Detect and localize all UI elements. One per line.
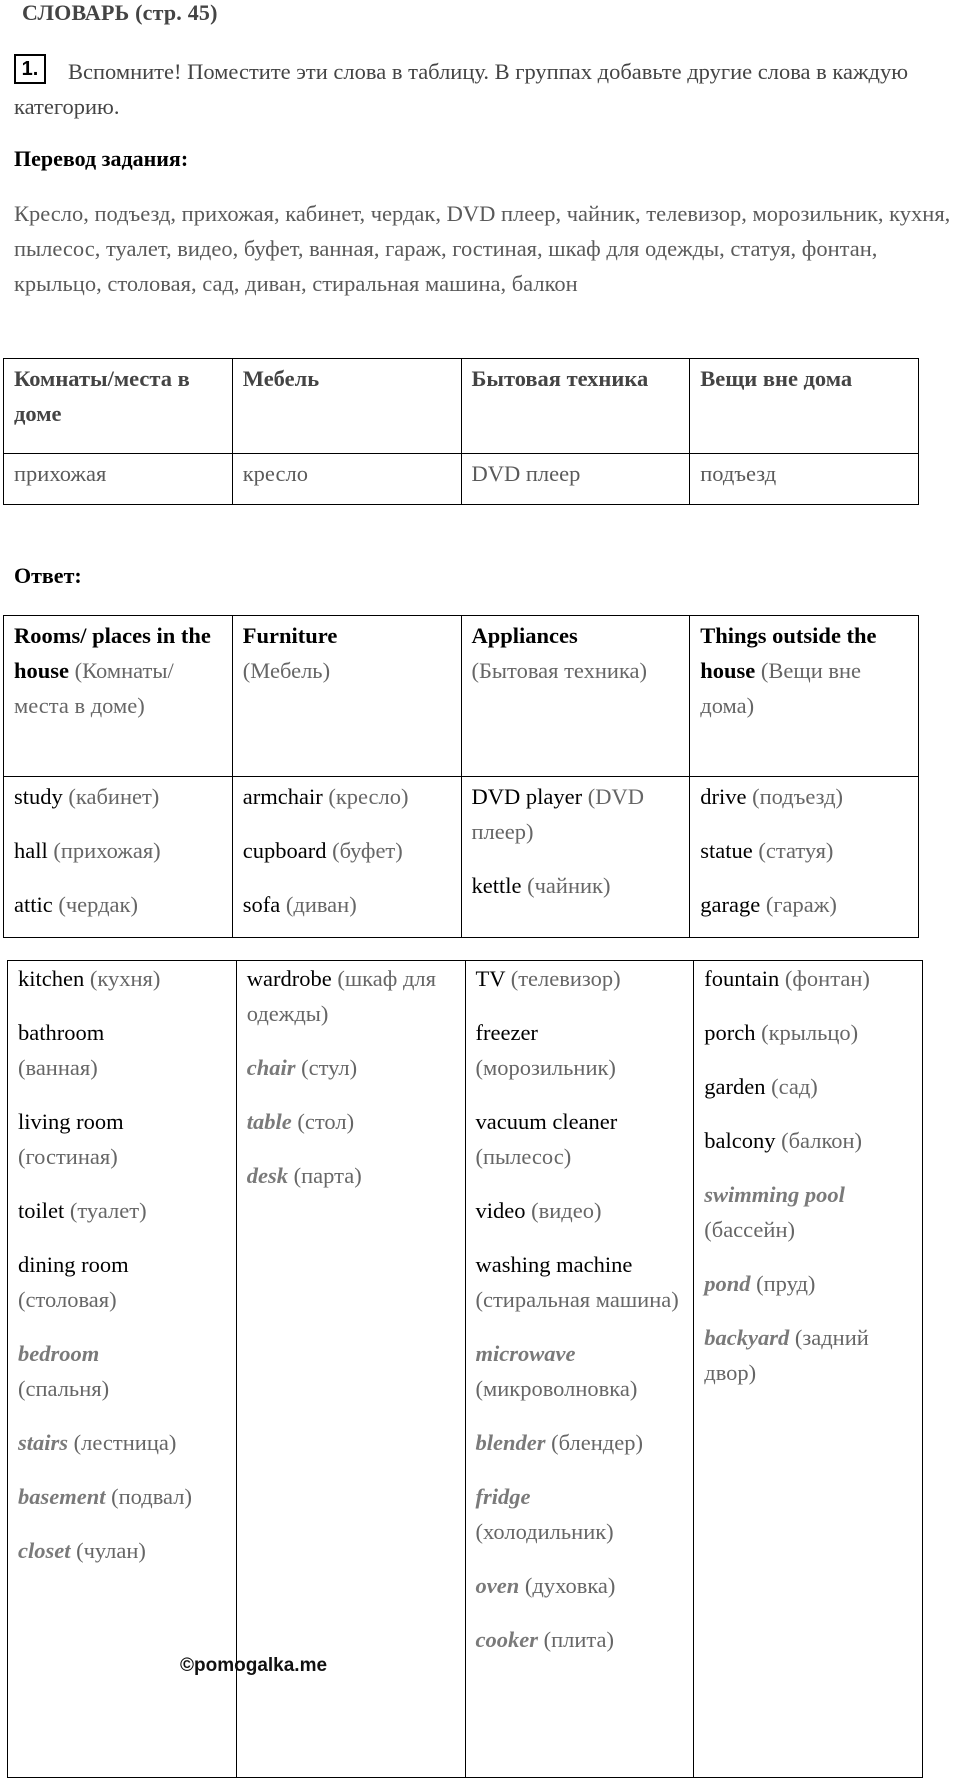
word-en: stairs [18, 1430, 69, 1455]
answer-title: Ответ: [14, 563, 82, 588]
header-ru: (Вещи вне дома) [700, 658, 862, 718]
task-table-header: Комнаты/места в доме [4, 359, 233, 454]
task-table-cell: прихожая [4, 454, 233, 505]
word-en: microwave [475, 1341, 576, 1366]
word-ru: (туалет) [69, 1198, 147, 1223]
word-en: basement [18, 1484, 106, 1509]
header-en: Things outside the house [700, 623, 877, 683]
word-entry [700, 779, 910, 814]
task-number: 1. [14, 54, 46, 84]
word-en: toilet [18, 1198, 65, 1223]
word-en: cooker [475, 1627, 538, 1652]
answer-table-continued [7, 960, 923, 1778]
word-entry [18, 1425, 228, 1460]
word-entry [247, 1050, 457, 1085]
word-ru: (кресло) [328, 784, 409, 809]
word-en: bathroom [18, 1020, 105, 1045]
word-en: oven [475, 1573, 520, 1598]
word-ru: (диван) [285, 892, 357, 917]
word-entry [476, 1104, 686, 1174]
word-entry [476, 1479, 686, 1549]
word-entry [476, 1247, 686, 1317]
word-ru: (чайник) [527, 873, 611, 898]
word-ru: (балкон) [781, 1128, 863, 1153]
word-entry [704, 1069, 914, 1104]
word-ru: (шкаф для одежды) [246, 966, 436, 1026]
word-en: hall [14, 838, 48, 863]
word-entry [476, 1425, 686, 1460]
word-en: drive [700, 784, 747, 809]
task-table-header: Бытовая техника [461, 359, 690, 454]
word-entry [476, 1336, 686, 1406]
word-en: DVD player [471, 784, 583, 809]
word-entry [18, 1193, 228, 1228]
word-entry [700, 887, 910, 922]
header-en: Appliances [471, 623, 578, 648]
word-entry [704, 1320, 914, 1390]
word-ru: (лестница) [73, 1430, 177, 1455]
word-entry [247, 1104, 457, 1139]
word-en: garden [704, 1074, 766, 1099]
word-en: dining room [18, 1252, 129, 1277]
word-en: fridge [475, 1484, 531, 1509]
word-en: living room [18, 1109, 124, 1134]
word-entry [18, 1336, 228, 1406]
word-ru: (чердак) [58, 892, 138, 917]
word-en: desk [246, 1163, 288, 1188]
answer-header-cell [461, 616, 690, 777]
watermark: ©pomogalka.me [180, 1655, 328, 1676]
page-title: СЛОВАРЬ (стр. 45) [22, 0, 218, 25]
answer-cell [690, 777, 919, 938]
word-ru: (задний двор) [704, 1325, 869, 1385]
word-ru: (телевизор) [510, 966, 621, 991]
word-en: study [14, 784, 63, 809]
answer-cell [461, 777, 690, 938]
word-entry [14, 779, 224, 814]
word-ru: (столовая) [18, 1287, 117, 1312]
word-entry [700, 833, 910, 868]
word-ru: (морозильник) [475, 1055, 616, 1080]
word-entry [18, 1479, 228, 1514]
word-ru: (гостиная) [18, 1144, 118, 1169]
word-entry [18, 1104, 228, 1174]
word-ru: (парта) [293, 1163, 362, 1188]
word-ru: (прихожая) [53, 838, 161, 863]
word-en: blender [475, 1430, 546, 1455]
answer-header-cell [232, 616, 461, 777]
word-entry [243, 833, 453, 868]
word-entry [704, 961, 914, 996]
word-entry [18, 1533, 228, 1568]
answer-cell [694, 961, 923, 1778]
word-ru: (фонтан) [784, 966, 870, 991]
word-en: porch [704, 1020, 756, 1045]
task-table-header: Мебель [232, 359, 461, 454]
word-ru: (крыльцо) [761, 1020, 859, 1045]
word-en: balcony [704, 1128, 776, 1153]
task-table [3, 358, 919, 505]
word-ru: (ванная) [18, 1055, 98, 1080]
word-en: armchair [242, 784, 323, 809]
word-en: chair [246, 1055, 296, 1080]
task-instruction: Вспомните! Поместите эти слова в таблицу. В группах добавьте другие слова в каждую категорию. [14, 59, 909, 119]
word-en: vacuum cleaner [475, 1109, 618, 1134]
word-list: Кресло, подъезд, прихожая, кабинет, чердак, DVD плеер, чайник, телевизор, морозильник, кухня, пылесос, туалет, видео, буфет, ванная, гараж, гостиная, шкаф для одежды, статуя, фонтан, крыльцо, столовая, сад, диван, стиральная машина, балкон [14, 201, 951, 296]
header-en: Furniture [242, 623, 338, 648]
word-entry [14, 833, 224, 868]
task-table-header: Вещи вне дома [690, 359, 919, 454]
word-ru: (сад) [771, 1074, 818, 1099]
word-ru: (стул) [301, 1055, 358, 1080]
word-ru: (микроволновка) [475, 1376, 638, 1401]
word-ru: (пылесос) [475, 1144, 572, 1169]
word-entry [476, 1622, 686, 1657]
task-table-cell: подъезд [690, 454, 919, 505]
word-ru: (кухня) [89, 966, 161, 991]
header-en: Rooms/ places in the house [14, 623, 211, 683]
header-ru: (Мебель) [242, 658, 331, 683]
word-ru: (DVD плеер) [471, 784, 644, 844]
word-entry [18, 1015, 228, 1085]
word-ru: (пруд) [756, 1271, 816, 1296]
word-en: sofa [242, 892, 281, 917]
word-ru: (бассейн) [704, 1217, 795, 1242]
word-en: fountain [704, 966, 780, 991]
answer-cell [4, 777, 233, 938]
translation-title: Перевод задания: [14, 146, 189, 171]
word-entry [704, 1177, 914, 1247]
word-entry [247, 1158, 457, 1193]
word-ru: (стол) [297, 1109, 355, 1134]
word-en: pond [704, 1271, 751, 1296]
word-ru: (гараж) [765, 892, 837, 917]
word-entry [476, 1568, 686, 1603]
word-entry [18, 1247, 228, 1317]
word-en: video [475, 1198, 526, 1223]
word-entry [14, 887, 224, 922]
word-en: closet [18, 1538, 71, 1563]
header-ru: (Комнаты/места в доме) [14, 658, 174, 718]
word-ru: (буфет) [332, 838, 403, 863]
word-en: table [246, 1109, 292, 1134]
task-table-cell: DVD плеер [461, 454, 690, 505]
word-ru: (спальня) [18, 1376, 110, 1401]
header-ru: (Бытовая техника) [471, 658, 648, 683]
word-en: cupboard [242, 838, 327, 863]
word-ru: (кабинет) [68, 784, 160, 809]
word-en: garage [700, 892, 761, 917]
word-en: wardrobe [246, 966, 332, 991]
word-en: TV [475, 966, 506, 991]
word-en: statue [700, 838, 753, 863]
word-ru: (видео) [531, 1198, 602, 1223]
word-en: backyard [704, 1325, 790, 1350]
task-table-cell: кресло [232, 454, 461, 505]
answer-header-cell [690, 616, 919, 777]
word-ru: (статуя) [758, 838, 834, 863]
answer-cell [465, 961, 694, 1778]
word-ru: (духовка) [524, 1573, 616, 1598]
word-entry [476, 961, 686, 996]
answer-table [3, 615, 919, 938]
word-ru: (подвал) [111, 1484, 192, 1509]
word-entry [476, 1015, 686, 1085]
word-en: swimming pool [704, 1182, 845, 1207]
word-en: attic [14, 892, 53, 917]
word-en: freezer [475, 1020, 538, 1045]
word-entry [243, 779, 453, 814]
word-entry [704, 1123, 914, 1158]
word-entry [247, 961, 457, 1031]
word-entry [472, 779, 682, 849]
answer-cell [232, 777, 461, 938]
word-en: kettle [471, 873, 522, 898]
word-entry [472, 868, 682, 903]
word-entry [243, 887, 453, 922]
word-en: bedroom [18, 1341, 100, 1366]
word-entry [704, 1015, 914, 1050]
word-ru: (блендер) [551, 1430, 643, 1455]
word-entry [18, 961, 228, 996]
word-en: washing machine [475, 1252, 633, 1277]
word-ru: (стиральная машина) [475, 1287, 679, 1312]
word-ru: (плита) [543, 1627, 614, 1652]
word-en: kitchen [18, 966, 85, 991]
word-ru: (холодильник) [475, 1519, 614, 1544]
word-ru: (чулан) [76, 1538, 146, 1563]
word-entry [476, 1193, 686, 1228]
word-entry [704, 1266, 914, 1301]
word-ru: (подъезд) [752, 784, 844, 809]
answer-header-cell [4, 616, 233, 777]
